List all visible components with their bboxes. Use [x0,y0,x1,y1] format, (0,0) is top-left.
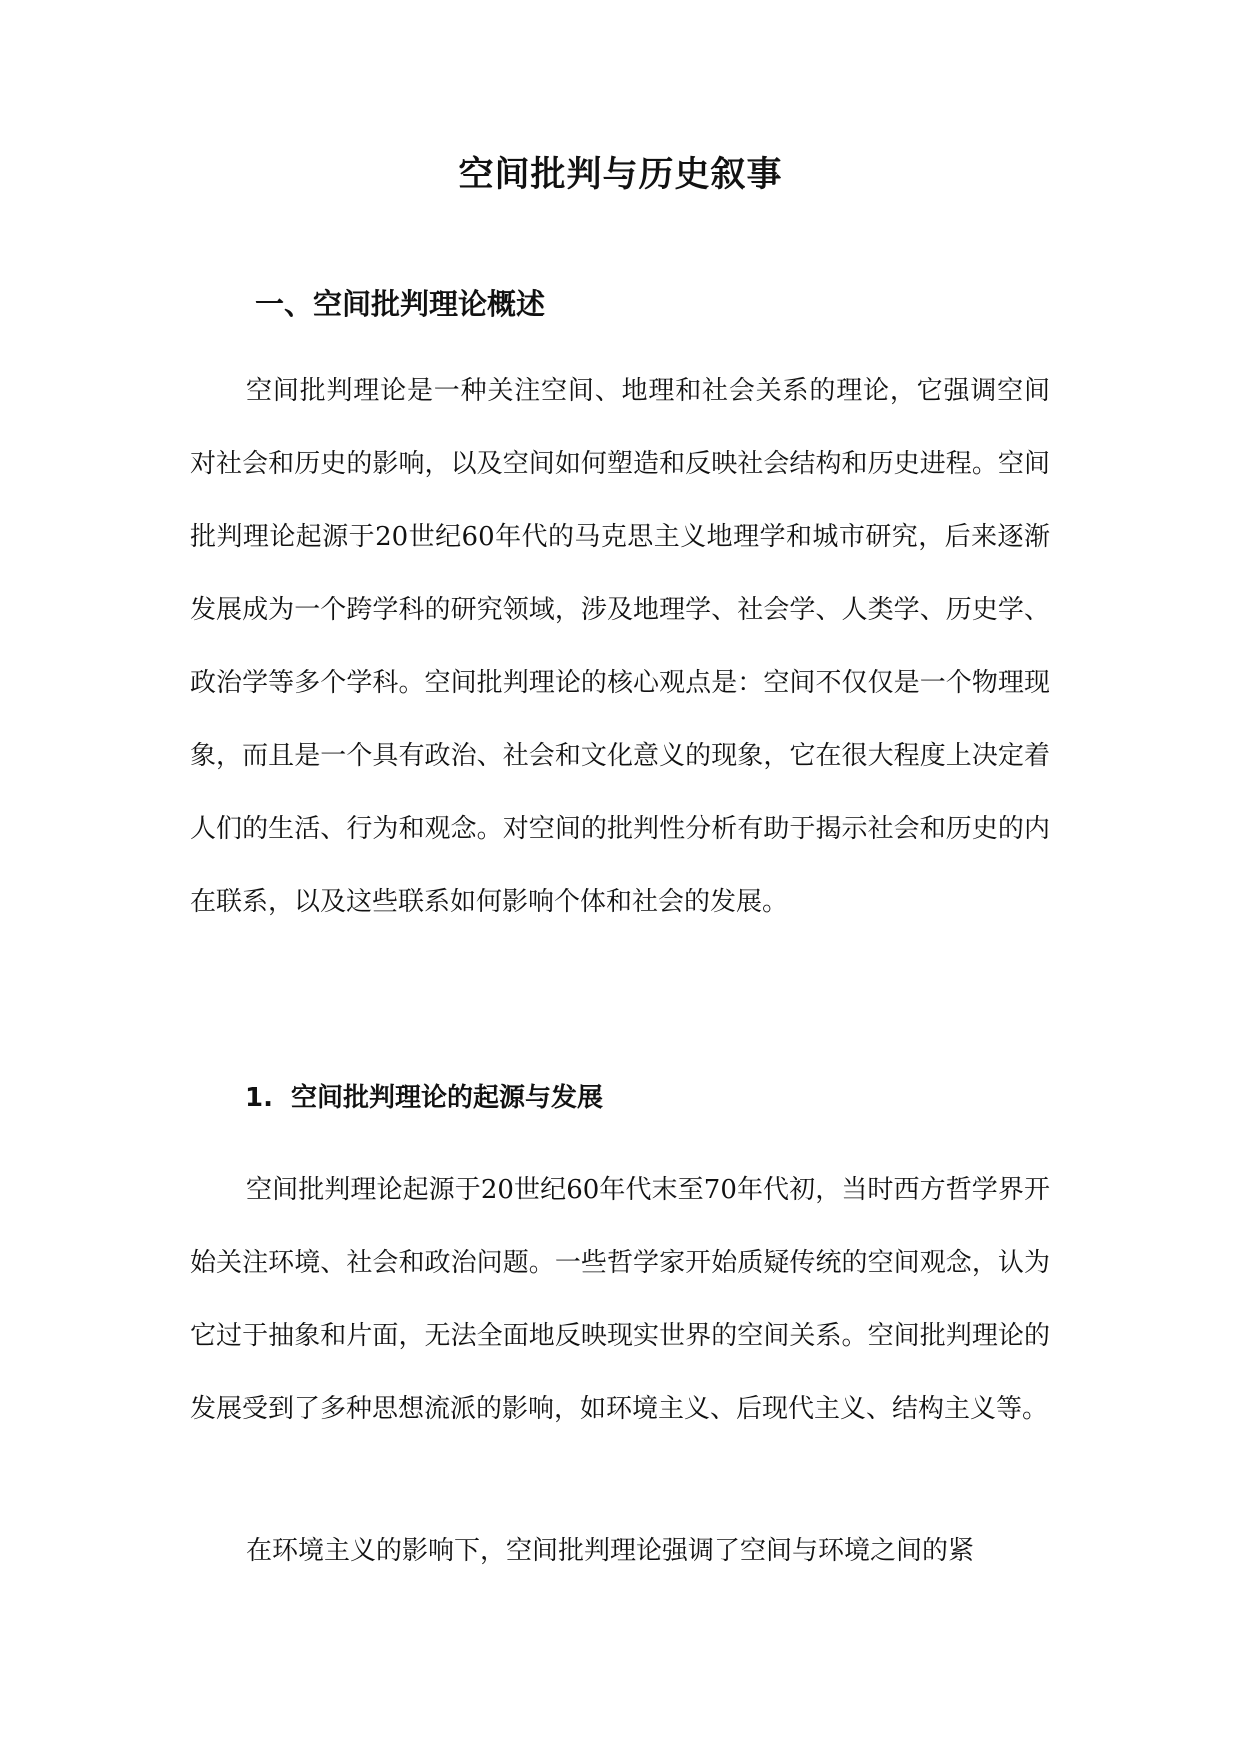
page-title: 空间批判与历史叙事 [458,155,783,195]
body-paragraph: 在环境主义的影响下，空间批判理论强调了空间与环境之间的紧 [246,1536,975,1566]
body-paragraph: 空间批判理论是一种关注空间、地理和社会关系的理论，它强调空间对社会和历史的影响，以及空间如何塑造和反映社会结构和历史进程。空间批判理论起源于20世纪60年代的马克思主义地理学和城市研究，后来逐渐发展成为一个跨学科的研究领域，涉及地理学、社会学、人类学、历史学、政治学等多个学科。空间批判理论的核心观点是：空间不仅仅是一个物理现象，而且是一个具有政治、社会和文化意义的现象，它在很大程度上决定着人们的生活、行为和观念。对空间的批判性分析有助于揭示社会和历史的内在联系，以及这些联系如何影响个体和社会的发展。 [190,376,1050,917]
subsection-heading [245,1078,603,1118]
subsection-number: 1. [245,1083,273,1113]
body-paragraph: 空间批判理论起源于20世纪60年代末至70年代初，当时西方哲学界开始关注环境、社会和政治问题。一些哲学家开始质疑传统的空间观念，认为它过于抽象和片面，无法全面地反映现实世界的空间关系。空间批判理论的发展受到了多种思想流派的影响，如环境主义、后现代主义、结构主义等。 [190,1175,1050,1424]
section-heading: 一、空间批判理论概述 [255,287,546,321]
subsection-title: 空间批判理论的起源与发展 [290,1083,603,1113]
